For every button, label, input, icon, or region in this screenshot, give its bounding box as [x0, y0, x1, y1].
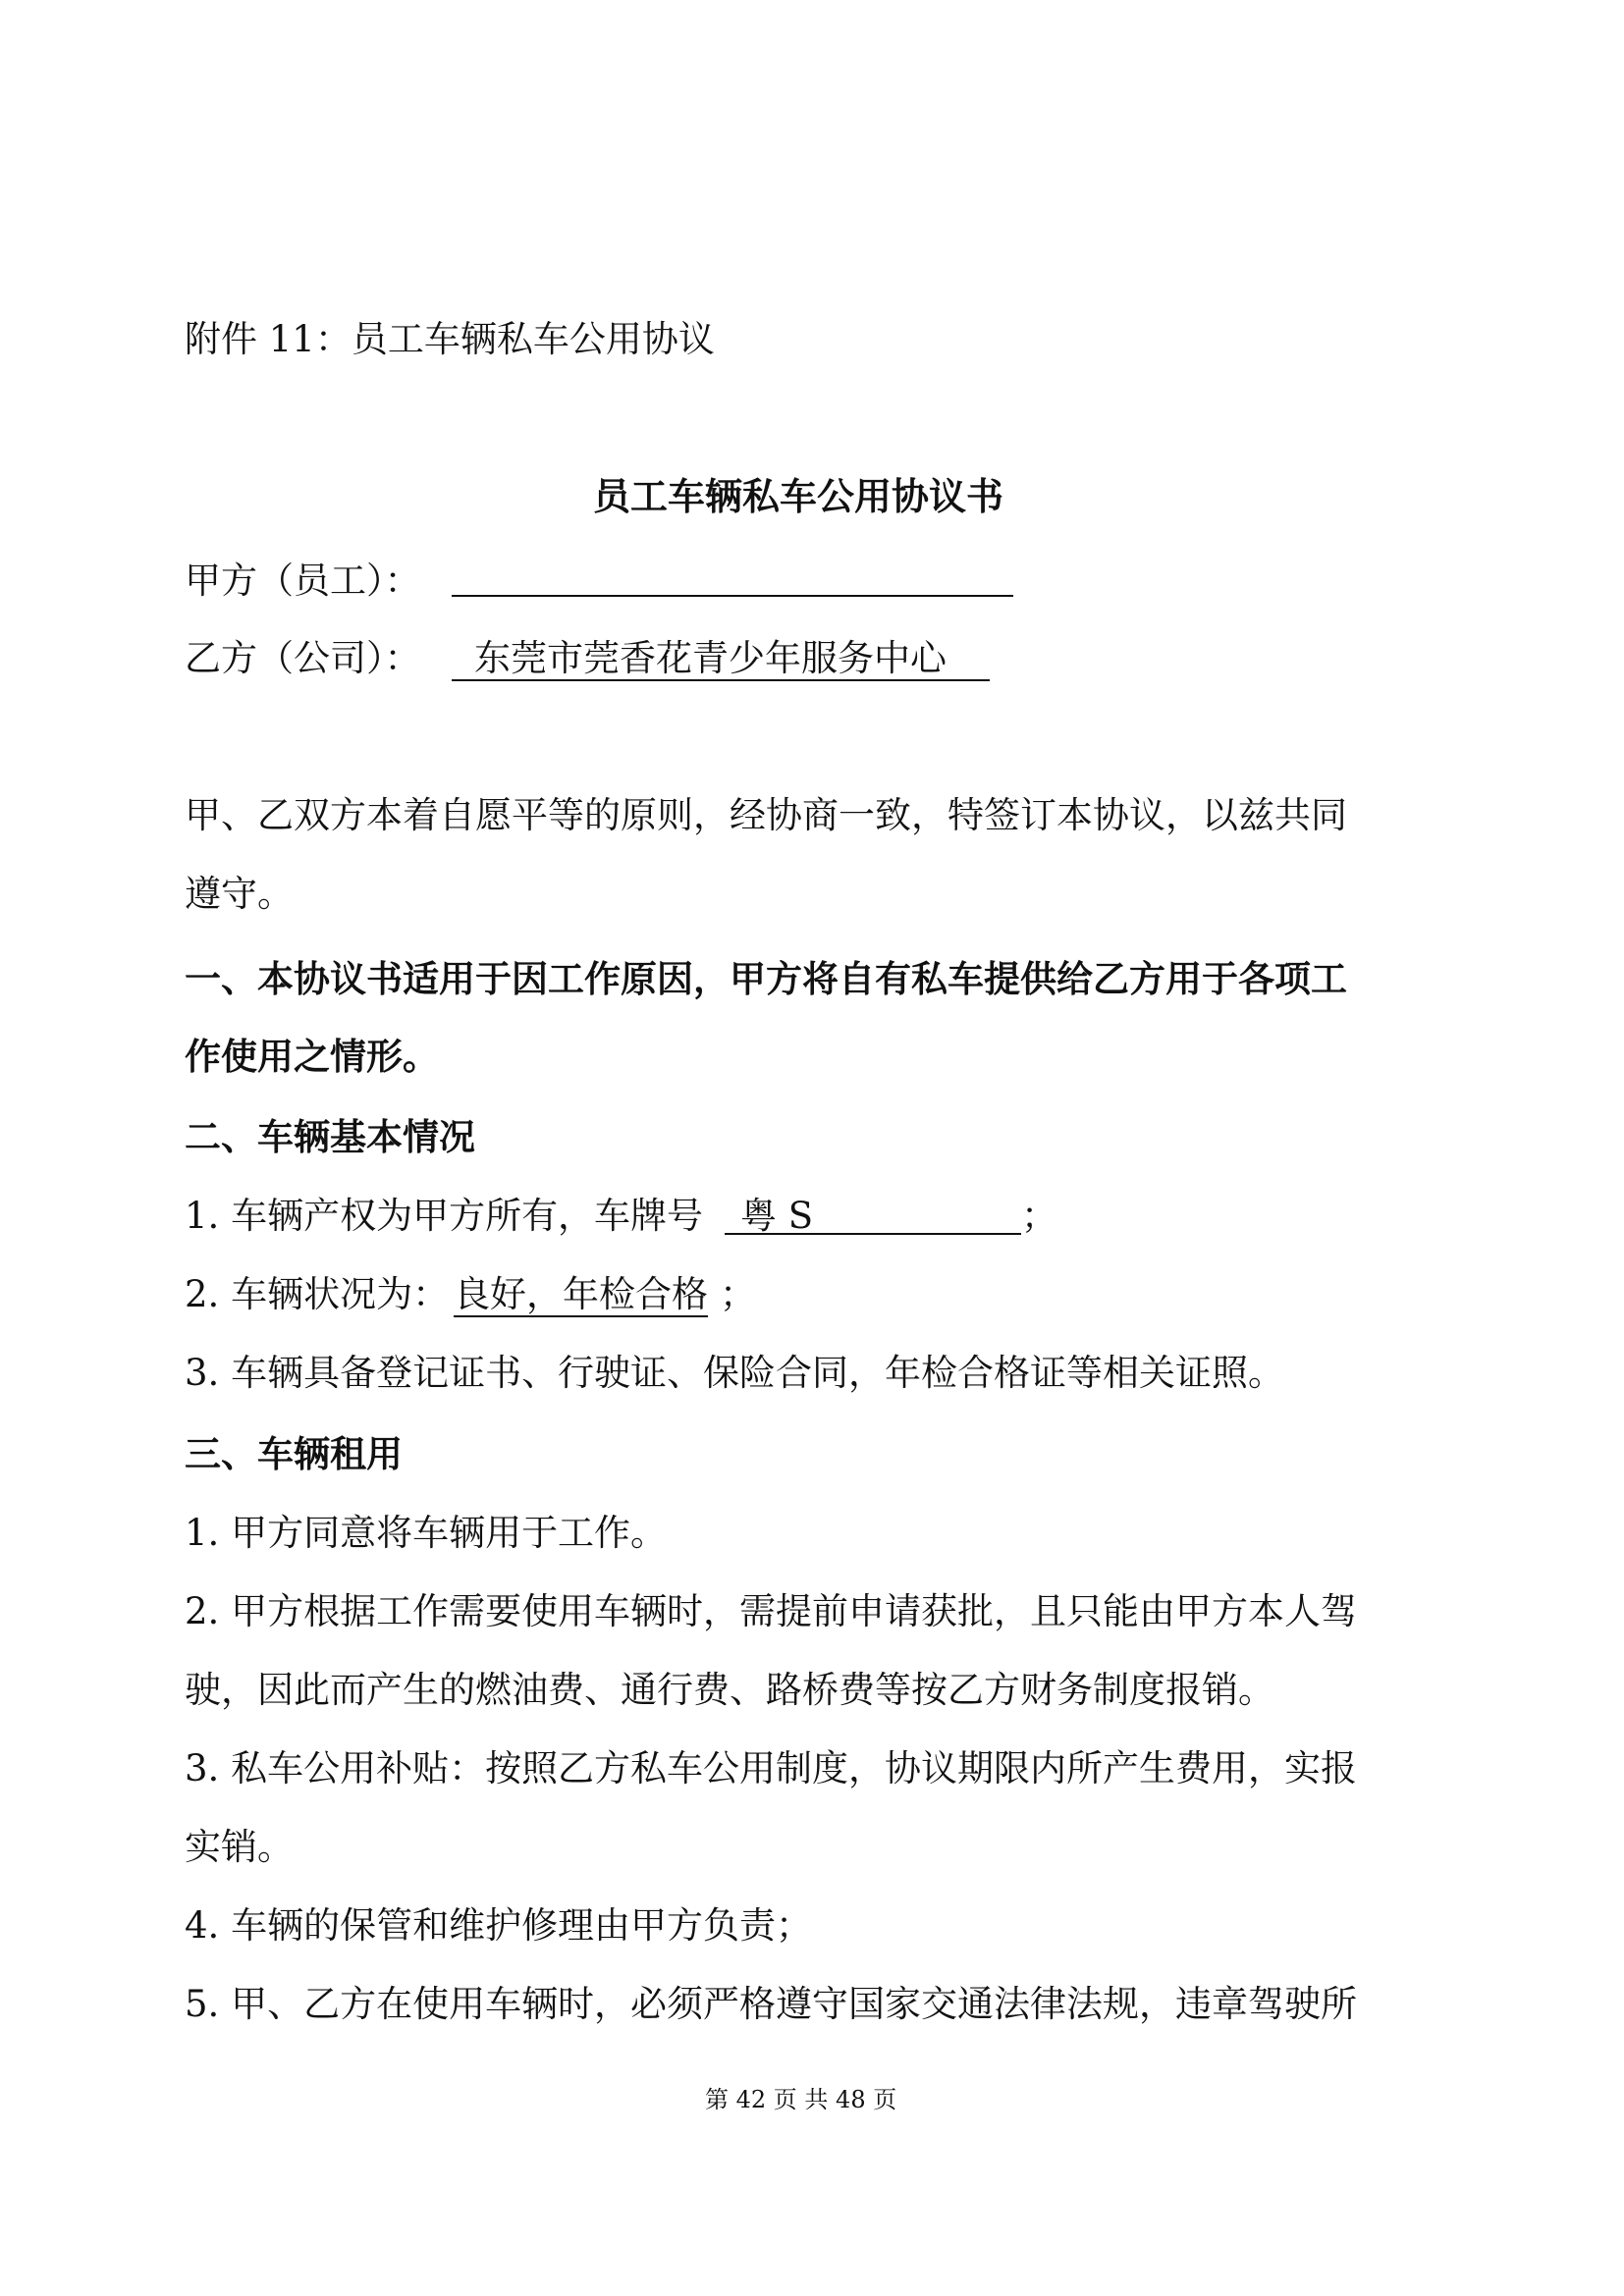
section-2-heading: 二、车辆基本情况 — [185, 1115, 475, 1158]
section-1-line-2: 作使用之情形。 — [185, 1035, 439, 1078]
preamble-line-1: 甲、乙双方本着自愿平等的原则，经协商一致，特签订本协议，以兹共同 — [185, 794, 1347, 836]
section-3-item-3-line-1: 3. 私车公用补贴：按照乙方私车公用制度，协议期限内所产生费用，实报 — [185, 1747, 1358, 1789]
vehicle-ownership-text: 1. 车辆产权为甲方所有，车牌号 — [185, 1195, 704, 1237]
section-3-item-3-line-2: 实销。 — [185, 1826, 294, 1868]
party-b-underline — [452, 679, 990, 681]
preamble-line-2: 遵守。 — [185, 873, 294, 915]
page-footer: 第 42 页 共 48 页 — [705, 2086, 897, 2113]
vehicle-condition-text: 2. 车辆状况为： — [185, 1273, 450, 1315]
section-3-item-4: 4. 车辆的保管和维护修理由甲方负责； — [185, 1904, 813, 1947]
section-3-item-2-line-1: 2. 甲方根据工作需要使用车辆时，需提前申请获批，且只能由甲方本人驾 — [185, 1590, 1358, 1632]
section-3-item-1: 1. 甲方同意将车辆用于工作。 — [185, 1512, 668, 1554]
vehicle-documents-text: 3. 车辆具备登记证书、行驶证、保险合同，年检合格证等相关证照。 — [185, 1352, 1285, 1394]
plate-number-end: ； — [1021, 1195, 1057, 1237]
section-3-item-5-line-1: 5. 甲、乙方在使用车辆时，必须严格遵守国家交通法律法规，违章驾驶所 — [185, 1983, 1358, 2025]
section-3-heading: 三、车辆租用 — [185, 1432, 403, 1475]
vehicle-condition-end: ； — [720, 1273, 756, 1315]
attachment-heading: 附件 11：员工车辆私车公用协议 — [185, 318, 715, 360]
party-a-blank-line — [452, 595, 1013, 597]
document-title: 员工车辆私车公用协议书 — [593, 474, 1004, 518]
section-1-line-1: 一、本协议书适用于因工作原因，甲方将自有私车提供给乙方用于各项工 — [185, 957, 1347, 1000]
party-b-label: 乙方（公司）： — [185, 637, 421, 679]
section-3-item-2-line-2: 驶，因此而产生的燃油费、通行费、路桥费等按乙方财务制度报销。 — [185, 1669, 1274, 1711]
party-a-label: 甲方（员工）： — [185, 560, 421, 602]
vehicle-condition-value: 良好，年检合格 — [454, 1273, 708, 1315]
party-b-value: 东莞市莞香花青少年服务中心 — [474, 637, 947, 679]
plate-number-value: 粤 S — [740, 1195, 814, 1237]
